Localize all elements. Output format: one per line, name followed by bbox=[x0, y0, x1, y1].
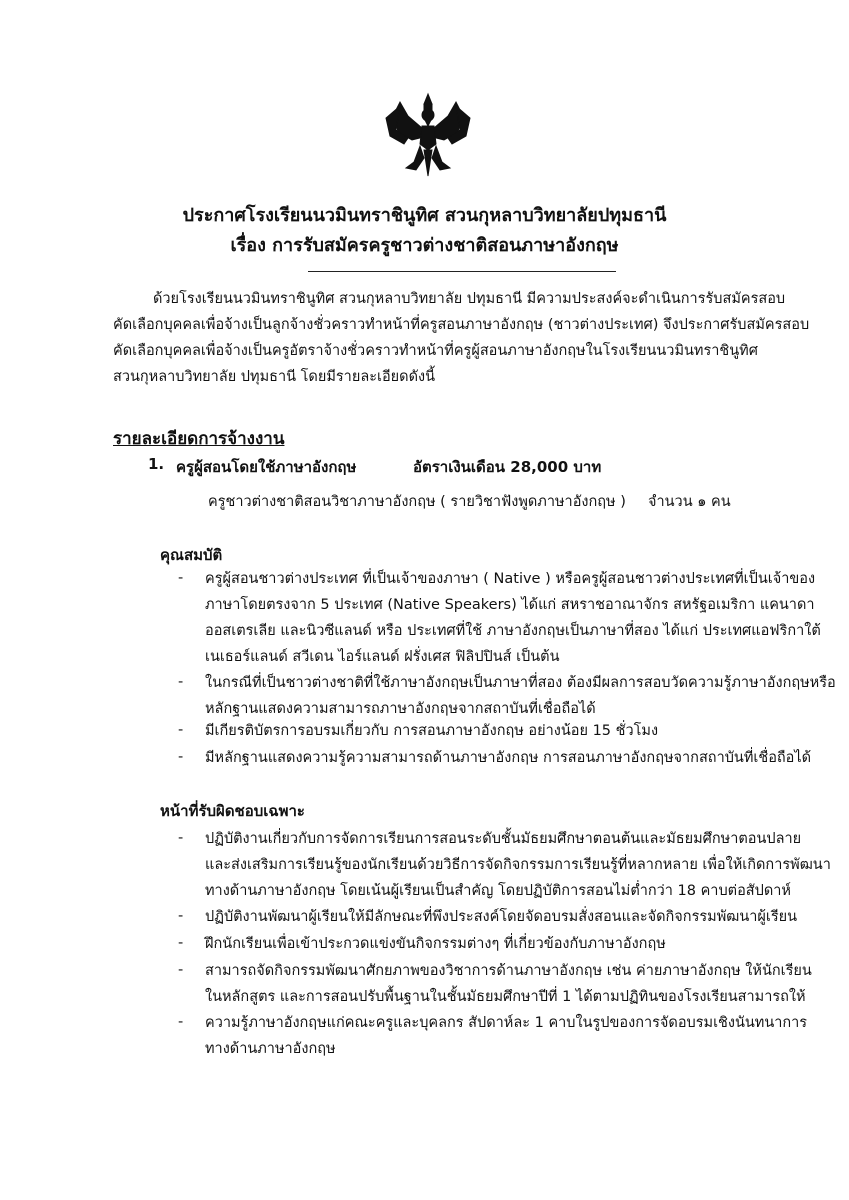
qualification-item bbox=[205, 670, 836, 722]
qualification-line: ภาษาโดยตรงจาก 5 ประเทศ (Native Speakers) ได้แก่ สหราชอาณาจักร สหรัฐอเมริกา แคนาดา bbox=[205, 597, 815, 613]
bullet-dash: - bbox=[178, 830, 184, 846]
bullet-dash: - bbox=[178, 722, 184, 738]
duties-heading: หน้าที่รับผิดชอบเฉพาะ bbox=[160, 802, 305, 820]
duty-item bbox=[205, 1010, 825, 1062]
bullet-dash: - bbox=[178, 962, 184, 978]
title-divider bbox=[308, 271, 616, 272]
garuda-emblem-icon bbox=[378, 92, 478, 180]
duty-item bbox=[205, 904, 825, 930]
salary-rate: อัตราเงินเดือน 28,000 บาท bbox=[413, 458, 602, 476]
employment-details-heading: รายละเอียดการจ้างงาน bbox=[113, 429, 285, 449]
bullet-dash: - bbox=[178, 908, 184, 924]
duty-line: ในหลักสูตร และการสอนปรับพื้นฐานในชั้นมัธยมศึกษาปีที่ 1 ได้ตามปฏิทินของโรงเรียนสามารถให้ bbox=[205, 989, 806, 1005]
qualification-line: เนเธอร์แลนด์ สวีเดน ไอร์แลนด์ ฝรั่งเศส ฟิลิปปินส์ เป็นต้น bbox=[205, 649, 560, 665]
qualification-item bbox=[205, 566, 825, 670]
bullet-dash: - bbox=[178, 570, 184, 586]
duty-item bbox=[205, 958, 825, 1010]
qualification-line: ครูผู้สอนชาวต่างประเทศ ที่เป็นเจ้าของภาษา ( Native ) หรือครูผู้สอนชาวต่างประเทศที่เป็นเจ้าของ bbox=[205, 571, 816, 587]
duty-item bbox=[205, 826, 831, 904]
qualification-line: หลักฐานแสดงความสามารถภาษาอังกฤษจากสถาบันที่เชื่อถือได้ bbox=[205, 701, 596, 717]
bullet-dash: - bbox=[178, 749, 184, 765]
duty-line: ทางด้านภาษาอังกฤษ โดยเน้นผู้เรียนเป็นสำคัญ โดยปฏิบัติการสอนไม่ต่ำกว่า 18 คาบต่อสัปดาห์ bbox=[205, 883, 791, 899]
bullet-dash: - bbox=[178, 1014, 184, 1030]
item-label: ครูผู้สอนโดยใช้ภาษาอังกฤษ bbox=[176, 458, 357, 476]
duty-line: ทางด้านภาษาอังกฤษ bbox=[205, 1041, 336, 1057]
bullet-dash: - bbox=[178, 674, 184, 690]
qualification-item bbox=[205, 718, 825, 744]
position-title: ครูชาวต่างชาติสอนวิชาภาษาอังกฤษ ( รายวิชาฟังพูดภาษาอังกฤษ ) bbox=[208, 494, 626, 510]
intro-line: ด้วยโรงเรียนนวมินทราชินูทิศ สวนกุหลาบวิทยาลัย ปทุมธานี มีความประสงค์จะดำเนินการรับสมัครสอบ bbox=[153, 291, 786, 307]
qualification-line: มีหลักฐานแสดงความรู้ความสามารถด้านภาษาอังกฤษ การสอนภาษาอังกฤษจากสถาบันที่เชื่อถือได้ bbox=[205, 750, 812, 766]
position-count: จำนวน ๑ คน bbox=[648, 494, 731, 510]
duty-line: ความรู้ภาษาอังกฤษแก่คณะครูและบุคลกร สัปดาห์ละ 1 คาบในรูปของการจัดอบรมเชิงนันทนาการ bbox=[205, 1015, 808, 1031]
duty-line: สามารถจัดกิจกรรมพัฒนาศักยภาพของวิชาการด้านภาษาอังกฤษ เช่น ค่ายภาษาอังกฤษ ให้นักเรียน bbox=[205, 963, 812, 979]
qualification-line: ในกรณีที่เป็นชาวต่างชาติที่ใช้ภาษาอังกฤษเป็นภาษาที่สอง ต้องมีผลการสอบวัดความรู้ภาษาอังกฤษหรือ bbox=[205, 675, 836, 691]
bullet-dash: - bbox=[178, 935, 184, 951]
announcement-subject: เรื่อง การรับสมัครครูชาวต่างชาติสอนภาษาอังกฤษ bbox=[230, 235, 619, 256]
duty-line: และส่งเสริมการเรียนรู้ของนักเรียนด้วยวิธีการจัดกิจกรรมการเรียนรู้ที่หลากหลาย เพื่อให้เกิดการพัฒนา bbox=[205, 857, 831, 873]
intro-line: สวนกุหลาบวิทยาลัย ปทุมธานี โดยมีรายละเอียดดังนี้ bbox=[113, 369, 435, 385]
qualification-item bbox=[205, 745, 825, 771]
qualification-line: มีเกียรติบัตรการอบรมเกี่ยวกับ การสอนภาษาอังกฤษ อย่างน้อย 15 ชั่วโมง bbox=[205, 723, 659, 739]
intro-paragraph bbox=[113, 286, 821, 390]
intro-line: คัดเลือกบุคคลเพื่อจ้างเป็นลูกจ้างชั่วคราวทำหน้าที่ครูสอนภาษาอังกฤษ (ชาวต่างประเทศ) จึงประกาศรับสมัครสอบ bbox=[113, 317, 810, 333]
duty-item bbox=[205, 931, 825, 957]
item-number: 1. bbox=[148, 455, 165, 473]
qualifications-heading: คุณสมบัติ bbox=[160, 546, 223, 564]
duty-line: ฝึกนักเรียนเพื่อเข้าประกวดแข่งขันกิจกรรมต่างๆ ที่เกี่ยวข้องกับภาษาอังกฤษ bbox=[205, 936, 666, 952]
duty-line: ปฏิบัติงานพัฒนาผู้เรียนให้มีลักษณะที่พึงประสงค์โดยจัดอบรมสั่งสอนและจัดกิจกรรมพัฒนาผู้เรียน bbox=[205, 909, 798, 925]
qualification-line: ออสเตรเลีย และนิวซีแลนด์ หรือ ประเทศที่ใช้ ภาษาอังกฤษเป็นภาษาที่สอง ได้แก่ ประเทศแอฟริกาใต้ bbox=[205, 623, 821, 639]
intro-line: คัดเลือกบุคคลเพื่อจ้างเป็นครูอัตราจ้างชั่วคราวทำหน้าที่ครูผู้สอนภาษาอังกฤษในโรงเรียนนวมินทราชินูทิศ bbox=[113, 343, 758, 359]
duty-line: ปฏิบัติงานเกี่ยวกับการจัดการเรียนการสอนระดับชั้นมัธยมศึกษาตอนต้นและมัธยมศึกษาตอนปลาย bbox=[205, 831, 802, 847]
announcement-title: ประกาศโรงเรียนนวมินทราชินูทิศ สวนกุหลาบวิทยาลัยปทุมธานี bbox=[182, 205, 667, 226]
